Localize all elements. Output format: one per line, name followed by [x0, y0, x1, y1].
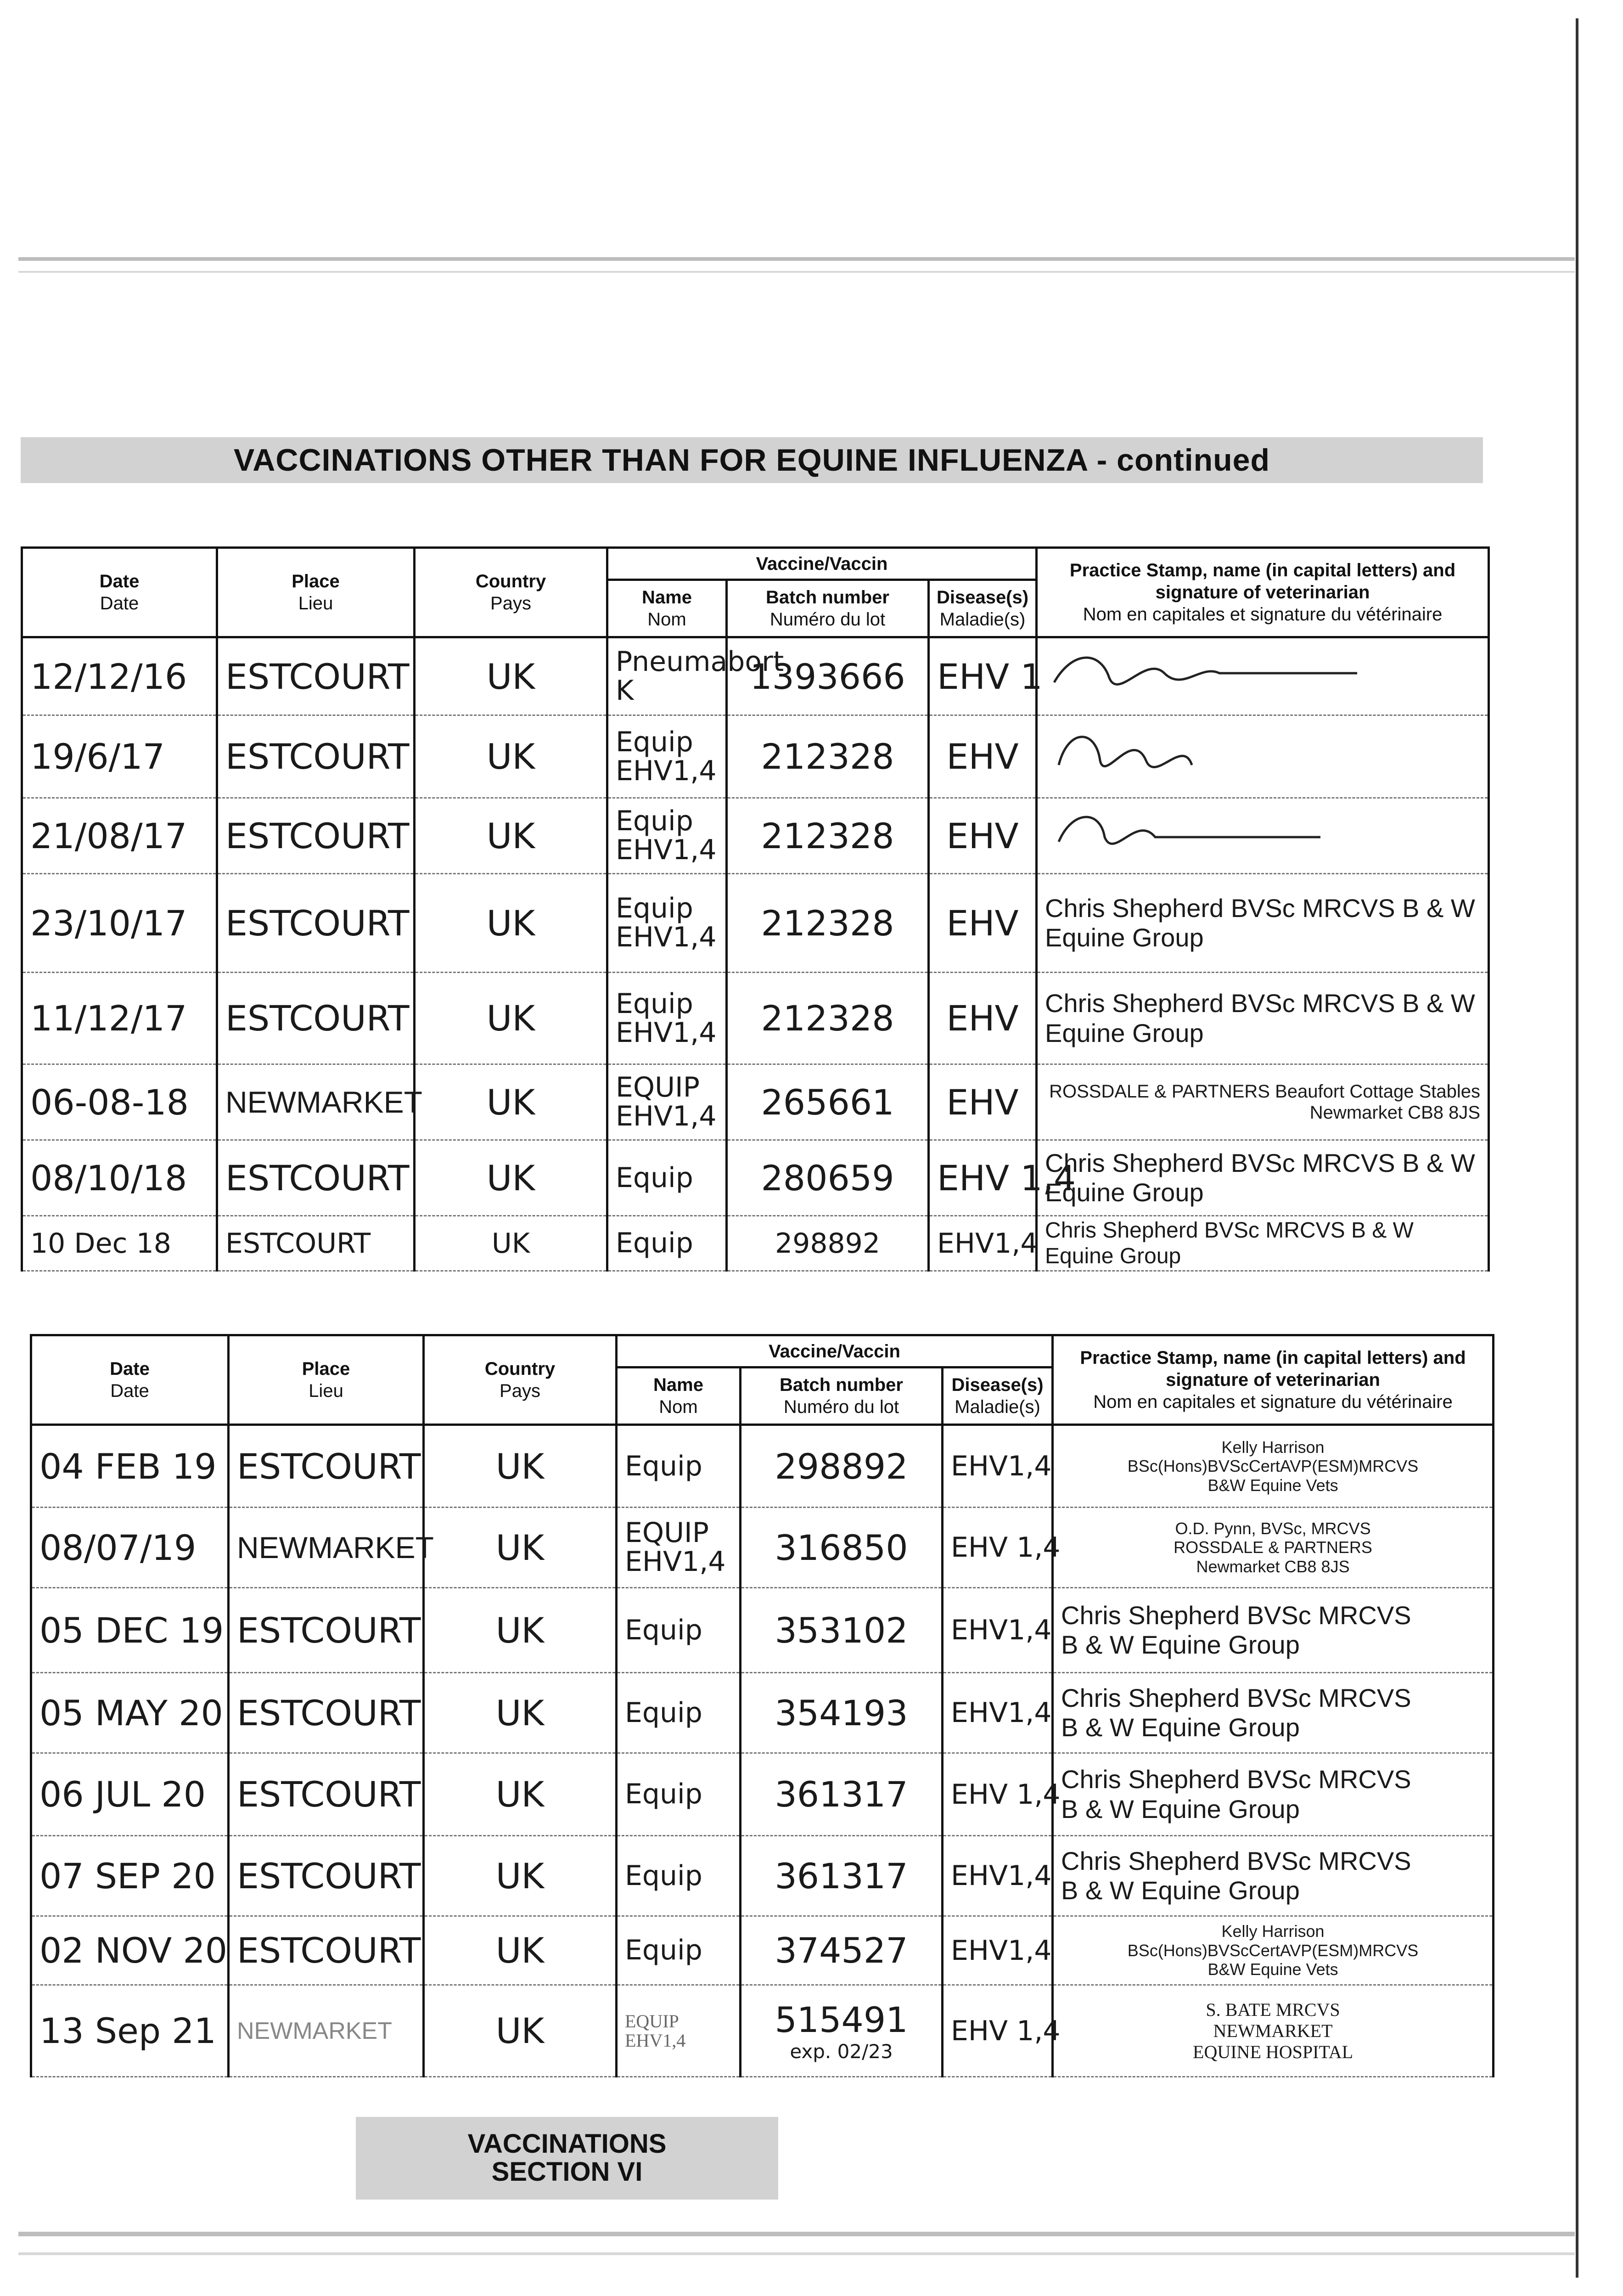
cell-disease: EHV1,4 — [943, 1916, 1053, 1985]
page-edge-bottom-2 — [18, 2252, 1575, 2255]
cell-date: 10 Dec 18 — [22, 1216, 217, 1271]
cell-disease: EHV1,4 — [943, 1425, 1053, 1508]
cell-vaccine-name: Equip EHV1,4 — [607, 973, 727, 1064]
cell-stamp — [1053, 1588, 1494, 1673]
cell-batch: 1393666 — [727, 637, 929, 715]
page-edge-top-2 — [18, 271, 1575, 273]
cell-country: UK — [415, 637, 607, 715]
stamp-line-1: S. BATE MRCVS — [1206, 1999, 1340, 2020]
table-row — [31, 1673, 1494, 1753]
cell-disease: EHV1,4 — [929, 1216, 1037, 1271]
table-row — [22, 1064, 1489, 1140]
cell-stamp — [1053, 1425, 1494, 1508]
stamp-line-1: Chris Shepherd BVSc MRCVS — [1061, 1600, 1411, 1630]
cell-country: UK — [424, 1753, 617, 1836]
table-row — [22, 1216, 1489, 1271]
cell-batch: 280659 — [727, 1140, 929, 1216]
header-disease: Disease(s) Maladie(s) — [929, 580, 1037, 637]
section-banner-title: VACCINATIONS OTHER THAN FOR EQUINE INFLUENZA - continued — [233, 443, 1270, 478]
stamp-line-3: B&W Equine Vets — [1207, 1475, 1338, 1495]
cell-disease: EHV — [929, 973, 1037, 1064]
cell-place: NEWMARKET — [229, 1985, 424, 2077]
cell-vaccine-name: Equip — [617, 1916, 741, 1985]
cell-date: 19/6/17 — [22, 715, 217, 798]
table-row — [22, 715, 1489, 798]
cell-vaccine-name: EQUIP EHV1,4 — [607, 1064, 727, 1140]
stamp-line-2: B & W Equine Group — [1061, 1876, 1300, 1905]
footer-line-1: VACCINATIONS — [467, 2129, 667, 2159]
cell-place: ESTCOURT — [229, 1836, 424, 1916]
cell-vaccine-name: Equip — [617, 1753, 741, 1836]
cell-place: ESTCOURT — [217, 1216, 415, 1271]
cell-disease: EHV 1,4 — [929, 1140, 1037, 1216]
stamp-line-2: B & W Equine Group — [1061, 1713, 1300, 1742]
cell-date: 07 SEP 20 — [31, 1836, 229, 1916]
cell-place: ESTCOURT — [229, 1673, 424, 1753]
cell-place: ESTCOURT — [229, 1425, 424, 1508]
cell-vaccine-name: Equip — [607, 1140, 727, 1216]
cell-disease: EHV 1,4 — [943, 1508, 1053, 1588]
table-row — [22, 973, 1489, 1064]
table-row — [22, 1140, 1489, 1216]
cell-country: UK — [424, 1836, 617, 1916]
cell-stamp — [1053, 1508, 1494, 1588]
cell-date: 11/12/17 — [22, 973, 217, 1064]
cell-disease: EHV 1 — [929, 637, 1037, 715]
stamp-line-1: Chris Shepherd BVSc MRCVS — [1061, 1846, 1411, 1875]
cell-vaccine-name: EQUIP EHV1,4 — [617, 1985, 741, 2077]
cell-batch: 361317 — [741, 1753, 943, 1836]
cell-vaccine-name: Equip — [617, 1425, 741, 1508]
cell-batch: 212328 — [727, 973, 929, 1064]
cell-country: UK — [415, 1140, 607, 1216]
cell-stamp — [1053, 1985, 1494, 2077]
cell-batch: 374527 — [741, 1916, 943, 1985]
cell-stamp: ROSSDALE & PARTNERS Beaufort Cottage Stables Newmarket CB8 8JS — [1037, 1064, 1489, 1140]
cell-place: ESTCOURT — [217, 973, 415, 1064]
cell-date: 06-08-18 — [22, 1064, 217, 1140]
signature-scribble — [1045, 646, 1366, 701]
cell-country: UK — [424, 1425, 617, 1508]
cell-vaccine-name: Equip — [617, 1673, 741, 1753]
cell-place: ESTCOURT — [217, 874, 415, 973]
table-row — [31, 1836, 1494, 1916]
cell-batch: 298892 — [741, 1425, 943, 1508]
cell-disease: EHV — [929, 798, 1037, 874]
cell-disease: EHV 1,4 — [943, 1753, 1053, 1836]
cell-batch: 212328 — [727, 874, 929, 973]
cell-stamp: Chris Shepherd BVSc MRCVS B & W Equine Group — [1037, 874, 1489, 973]
cell-date: 02 NOV 20 — [31, 1916, 229, 1985]
header-name: Name Nom — [607, 580, 727, 637]
stamp-line-1: Chris Shepherd BVSc MRCVS — [1061, 1765, 1411, 1794]
page-edge-right — [1576, 18, 1578, 2278]
page-edge-top — [18, 257, 1575, 261]
table-row — [31, 1508, 1494, 1588]
stamp-line-3: EQUINE HOSPITAL — [1193, 2041, 1353, 2062]
stamp-line-2: B & W Equine Group — [1061, 1630, 1300, 1659]
cell-stamp: Chris Shepherd BVSc MRCVS B & W Equine Group — [1037, 973, 1489, 1064]
cell-place: ESTCOURT — [217, 637, 415, 715]
header-place: Place Lieu — [217, 548, 415, 637]
cell-country: UK — [424, 1916, 617, 1985]
section-footer-label — [356, 2117, 778, 2200]
signature-scribble — [1045, 805, 1366, 860]
header-vaccine: Vaccine/Vaccin — [617, 1335, 1053, 1367]
cell-date: 06 JUL 20 — [31, 1753, 229, 1836]
vaccination-table-1 — [21, 546, 1490, 1272]
cell-country: UK — [415, 874, 607, 973]
table-row — [31, 1425, 1494, 1508]
expiry-note: exp. 02/23 — [790, 2040, 893, 2063]
header-batch: Batch number Numéro du lot — [741, 1367, 943, 1425]
cell-stamp — [1053, 1836, 1494, 1916]
header-disease: Disease(s) Maladie(s) — [943, 1367, 1053, 1425]
cell-date: 12/12/16 — [22, 637, 217, 715]
stamp-line-2: ROSSDALE & PARTNERS — [1174, 1538, 1372, 1557]
cell-country: UK — [424, 1673, 617, 1753]
stamp-line-2: BSc(Hons)BVScCertAVP(ESM)MRCVS — [1127, 1457, 1419, 1476]
cell-stamp: Chris Shepherd BVSc MRCVS B & W Equine Group — [1037, 1140, 1489, 1216]
cell-disease: EHV — [929, 1064, 1037, 1140]
cell-vaccine-name: Equip EHV1,4 — [607, 798, 727, 874]
footer-line-2: SECTION VI — [491, 2157, 643, 2187]
cell-vaccine-name: Equip — [617, 1588, 741, 1673]
cell-vaccine-name: Equip — [617, 1836, 741, 1916]
cell-place: NEWMARKET — [217, 1064, 415, 1140]
cell-disease: EHV — [929, 715, 1037, 798]
signature-scribble — [1045, 724, 1366, 783]
header-country: Country Pays — [424, 1335, 617, 1425]
cell-stamp — [1037, 715, 1489, 798]
cell-disease: EHV1,4 — [943, 1836, 1053, 1916]
cell-country: UK — [415, 973, 607, 1064]
cell-batch — [741, 1985, 943, 2077]
cell-vaccine-name: Pneumabort K — [607, 637, 727, 715]
stamp-line-1: Chris Shepherd BVSc MRCVS — [1061, 1683, 1411, 1712]
cell-vaccine-name: EQUIP EHV1,4 — [617, 1508, 741, 1588]
table-row — [31, 1588, 1494, 1673]
table-row — [22, 637, 1489, 715]
cell-country: UK — [415, 1064, 607, 1140]
cell-batch: 353102 — [741, 1588, 943, 1673]
header-stamp: Practice Stamp, name (in capital letters) and signature of veterinarian Nom en capitales et signature du vétérinaire — [1037, 548, 1489, 637]
header-country: Country Pays — [415, 548, 607, 637]
cell-stamp — [1037, 637, 1489, 715]
cell-country: UK — [424, 1508, 617, 1588]
cell-country: UK — [415, 715, 607, 798]
header-date: Date Date — [22, 548, 217, 637]
cell-batch: 212328 — [727, 715, 929, 798]
cell-batch: 298892 — [727, 1216, 929, 1271]
cell-stamp — [1053, 1673, 1494, 1753]
header-stamp: Practice Stamp, name (in capital letters) and signature of veterinarian Nom en capitales et signature du vétérinaire — [1053, 1335, 1494, 1425]
cell-date: 05 MAY 20 — [31, 1673, 229, 1753]
cell-date: 04 FEB 19 — [31, 1425, 229, 1508]
section-banner — [21, 437, 1483, 483]
header-place: Place Lieu — [229, 1335, 424, 1425]
cell-country: UK — [415, 798, 607, 874]
cell-disease: EHV — [929, 874, 1037, 973]
table-row — [31, 1985, 1494, 2077]
header-batch: Batch number Numéro du lot — [727, 580, 929, 637]
stamp-line-3: Newmarket CB8 8JS — [1196, 1557, 1350, 1576]
cell-vaccine-name: Equip EHV1,4 — [607, 715, 727, 798]
cell-date: 08/10/18 — [22, 1140, 217, 1216]
stamp-line-2: BSc(Hons)BVScCertAVP(ESM)MRCVS — [1127, 1941, 1419, 1960]
cell-date: 05 DEC 19 — [31, 1588, 229, 1673]
cell-disease: EHV1,4 — [943, 1673, 1053, 1753]
cell-vaccine-name: Equip EHV1,4 — [607, 874, 727, 973]
cell-batch: 361317 — [741, 1836, 943, 1916]
cell-batch: 354193 — [741, 1673, 943, 1753]
cell-place: ESTCOURT — [217, 1140, 415, 1216]
stamp-line-1: O.D. Pynn, BVSc, MRCVS — [1175, 1519, 1371, 1538]
table-row — [22, 874, 1489, 973]
table-row — [22, 798, 1489, 874]
header-date: Date Date — [31, 1335, 229, 1425]
stamp-line-1: Kelly Harrison — [1221, 1437, 1325, 1457]
cell-place: ESTCOURT — [217, 715, 415, 798]
stamp-line-2: NEWMARKET — [1213, 2020, 1333, 2041]
cell-date: 13 Sep 21 — [31, 1985, 229, 2077]
header-vaccine: Vaccine/Vaccin — [607, 548, 1037, 580]
cell-date: 21/08/17 — [22, 798, 217, 874]
cell-date: 23/10/17 — [22, 874, 217, 973]
cell-country: UK — [424, 1985, 617, 2077]
cell-vaccine-name: Equip — [607, 1216, 727, 1271]
cell-place: ESTCOURT — [229, 1588, 424, 1673]
cell-place: ESTCOURT — [229, 1753, 424, 1836]
cell-batch: 212328 — [727, 798, 929, 874]
cell-place: ESTCOURT — [217, 798, 415, 874]
vaccination-table-2 — [30, 1334, 1494, 2077]
header-name: Name Nom — [617, 1367, 741, 1425]
cell-stamp — [1053, 1753, 1494, 1836]
cell-batch: 316850 — [741, 1508, 943, 1588]
cell-stamp — [1037, 798, 1489, 874]
page-edge-bottom — [18, 2232, 1575, 2236]
cell-country: UK — [415, 1216, 607, 1271]
cell-stamp — [1053, 1916, 1494, 1985]
cell-date: 08/07/19 — [31, 1508, 229, 1588]
cell-place: NEWMARKET — [229, 1508, 424, 1588]
cell-batch: 265661 — [727, 1064, 929, 1140]
stamp-line-2: B & W Equine Group — [1061, 1794, 1300, 1823]
stamp-line-1: Kelly Harrison — [1221, 1922, 1325, 1941]
cell-place: ESTCOURT — [229, 1916, 424, 1985]
batch-value: 515491 — [775, 1999, 908, 2040]
cell-stamp: Chris Shepherd BVSc MRCVS B & W Equine Group — [1037, 1216, 1489, 1271]
cell-disease: EHV1,4 — [943, 1588, 1053, 1673]
cell-disease: EHV 1,4 — [943, 1985, 1053, 2077]
stamp-line-3: B&W Equine Vets — [1207, 1960, 1338, 1979]
cell-country: UK — [424, 1588, 617, 1673]
table-row — [31, 1753, 1494, 1836]
table-row — [31, 1916, 1494, 1985]
